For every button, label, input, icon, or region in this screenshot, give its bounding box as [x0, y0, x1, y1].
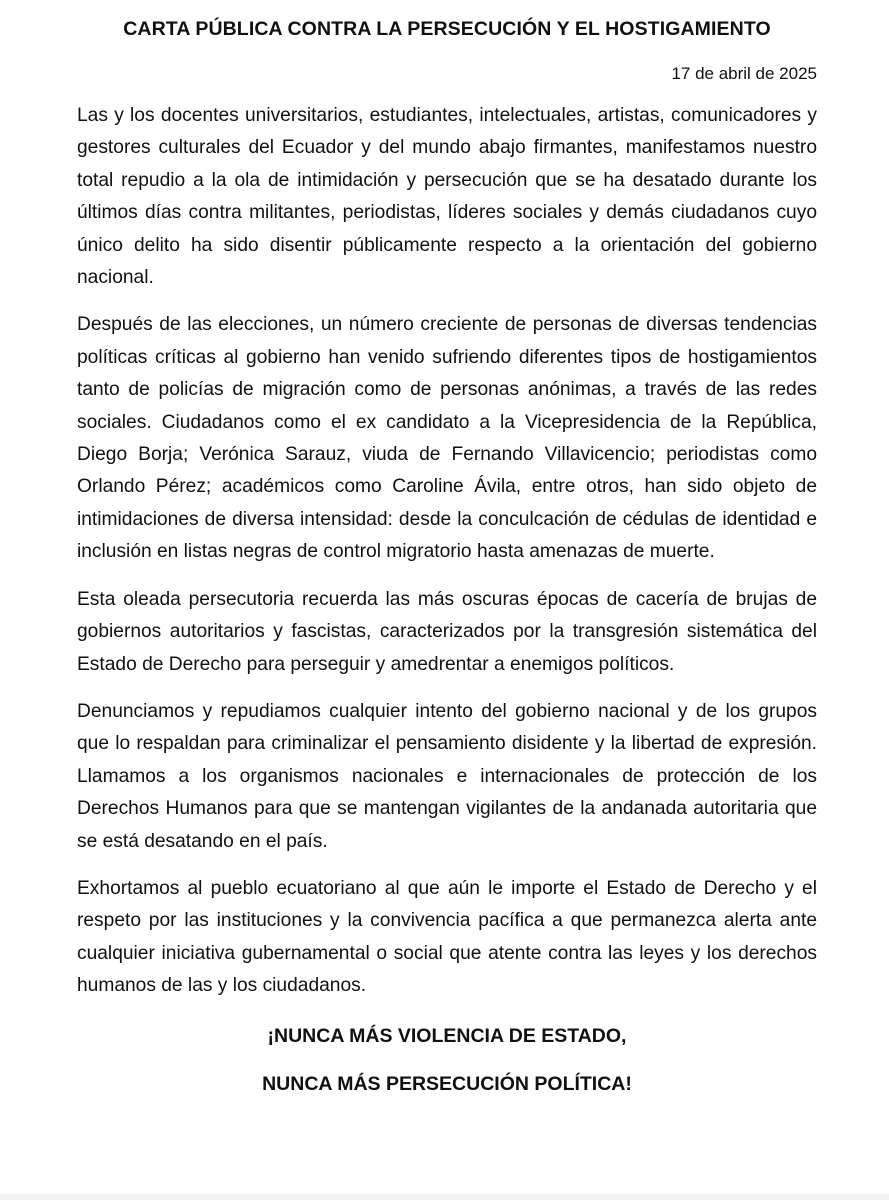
- paragraph-signatories: Las y los docentes universitarios, estudiantes, intelectuales, artistas, comunicadores y gestores culturales del Ecuador y del mundo abajo firmantes, manifestamos nuestro total repudio a la ola de intimidación y persecución que se ha desatado durante los últimos días contra militantes, periodistas, líderes sociales y demás ciudadanos cuyo único delito ha sido disentir públicamente respecto a la orientación del gobierno nacional.: [77, 105, 817, 289]
- letter-date: 17 de abril de 2025: [671, 64, 817, 83]
- closing-line-1: ¡NUNCA MÁS VIOLENCIA DE ESTADO,: [267, 1024, 627, 1047]
- letter-title: CARTA PÚBLICA CONTRA LA PERSECUCIÓN Y EL HOSTIGAMIENTO: [123, 18, 771, 40]
- paragraph-exhortation: Exhortamos al pueblo ecuatoriano al que aún le importe el Estado de Derecho y el respeto por las instituciones y la convivencia pacífica a que permanezca alerta ante cualquier iniciativa gubernamental o social que atente contra las leyes y los derechos humanos de las y los ciudadanos.: [77, 877, 817, 997]
- paragraph-witch-hunt: Esta oleada persecutoria recuerda las más oscuras épocas de cacería de brujas de gobiernos autoritarios y fascistas, caracterizados por la transgresión sistemática del Estado de Derecho para perseguir y amedrentar a enemigos políticos.: [77, 588, 817, 675]
- paragraph-harassment-cases: Después de las elecciones, un número creciente de personas de diversas tendencias políticas críticas al gobierno han venido sufriendo diferentes tipos de hostigamientos tanto de policías de migración como de personas anónimas, a través de las redes sociales. Ciudadanos como el ex candidato a la Vicepresidencia de la República, Diego Borja; Verónica Sarauz, viuda de Fernando Villavicencio; periodistas como Orlando Pérez; académicos como Caroline Ávila, entre otros, han sido objeto de intimidaciones de diversa intensidad: desde la conculcación de cédulas de identidad e inclusión en listas negras de control migratorio hasta amenazas de muerte.: [77, 314, 817, 563]
- closing-line-2: NUNCA MÁS PERSECUCIÓN POLÍTICA!: [262, 1072, 632, 1095]
- page-bottom-edge: [0, 1194, 889, 1200]
- paragraph-denunciation: Denunciamos y repudiamos cualquier intento del gobierno nacional y de los grupos que lo respaldan para criminalizar el pensamiento disidente y la libertad de expresión. Llamamos a los organismos nacionales e internacionales de protección de los Derechos Humanos para que se mantengan vigilantes de la andanada autoritaria que se está desatando en el país.: [77, 700, 817, 852]
